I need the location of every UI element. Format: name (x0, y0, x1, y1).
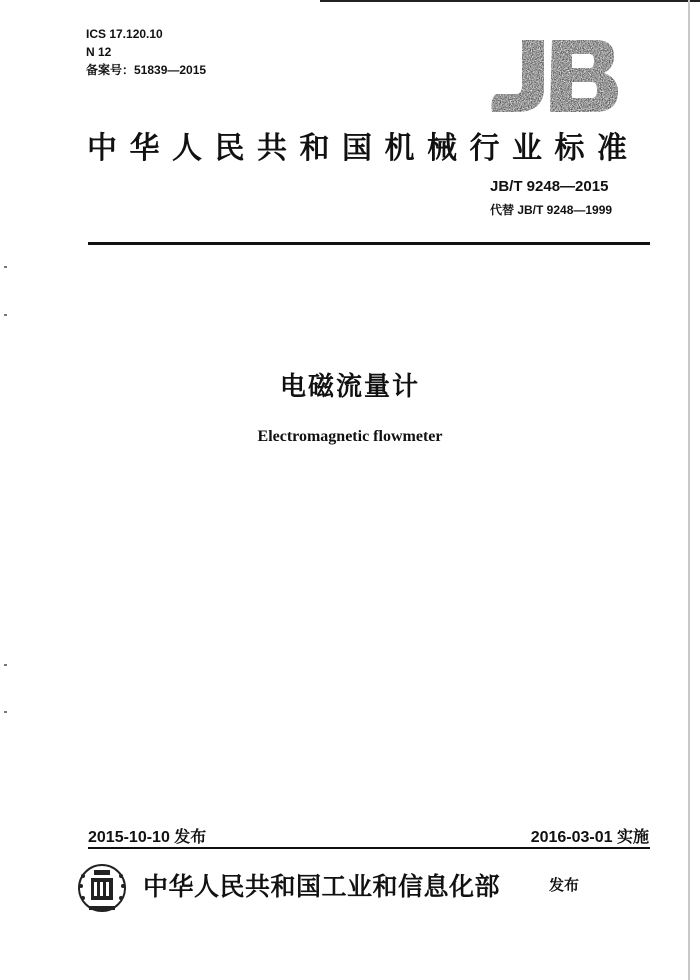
document-title-chinese: 电磁流量计 (279, 372, 420, 402)
scan-mark (4, 711, 7, 713)
issue-date: 2015-10-10 发布 (88, 829, 207, 846)
scan-mark (4, 266, 7, 268)
right-scan-edge (688, 0, 690, 980)
top-border-line (320, 0, 700, 2)
standard-number: JB/T 9248—2015 (490, 178, 609, 195)
ccs-code: N 12 (86, 45, 112, 59)
document-title-english: Electromagnetic flowmeter (257, 428, 443, 445)
ics-code: ICS 17.120.10 (86, 27, 163, 41)
scan-mark (4, 664, 7, 666)
jb-logo (486, 36, 621, 116)
issue-label: 发布 (549, 876, 580, 894)
replaces-standard: 代替 JB/T 9248—1999 (490, 203, 613, 217)
classification-block (86, 25, 206, 79)
issuing-authority: 中华人民共和国工业和信息化部 (143, 872, 501, 901)
bottom-rule (88, 847, 650, 849)
top-rule (88, 242, 650, 245)
implementation-date: 2016-03-01 实施 (530, 829, 649, 846)
industry-standard-title: 中华人民共和国机械行业标准 (87, 131, 640, 166)
record-number: 备案号：51839—2015 (86, 63, 207, 77)
ministry-emblem-icon (75, 858, 129, 918)
scan-mark (4, 314, 7, 316)
